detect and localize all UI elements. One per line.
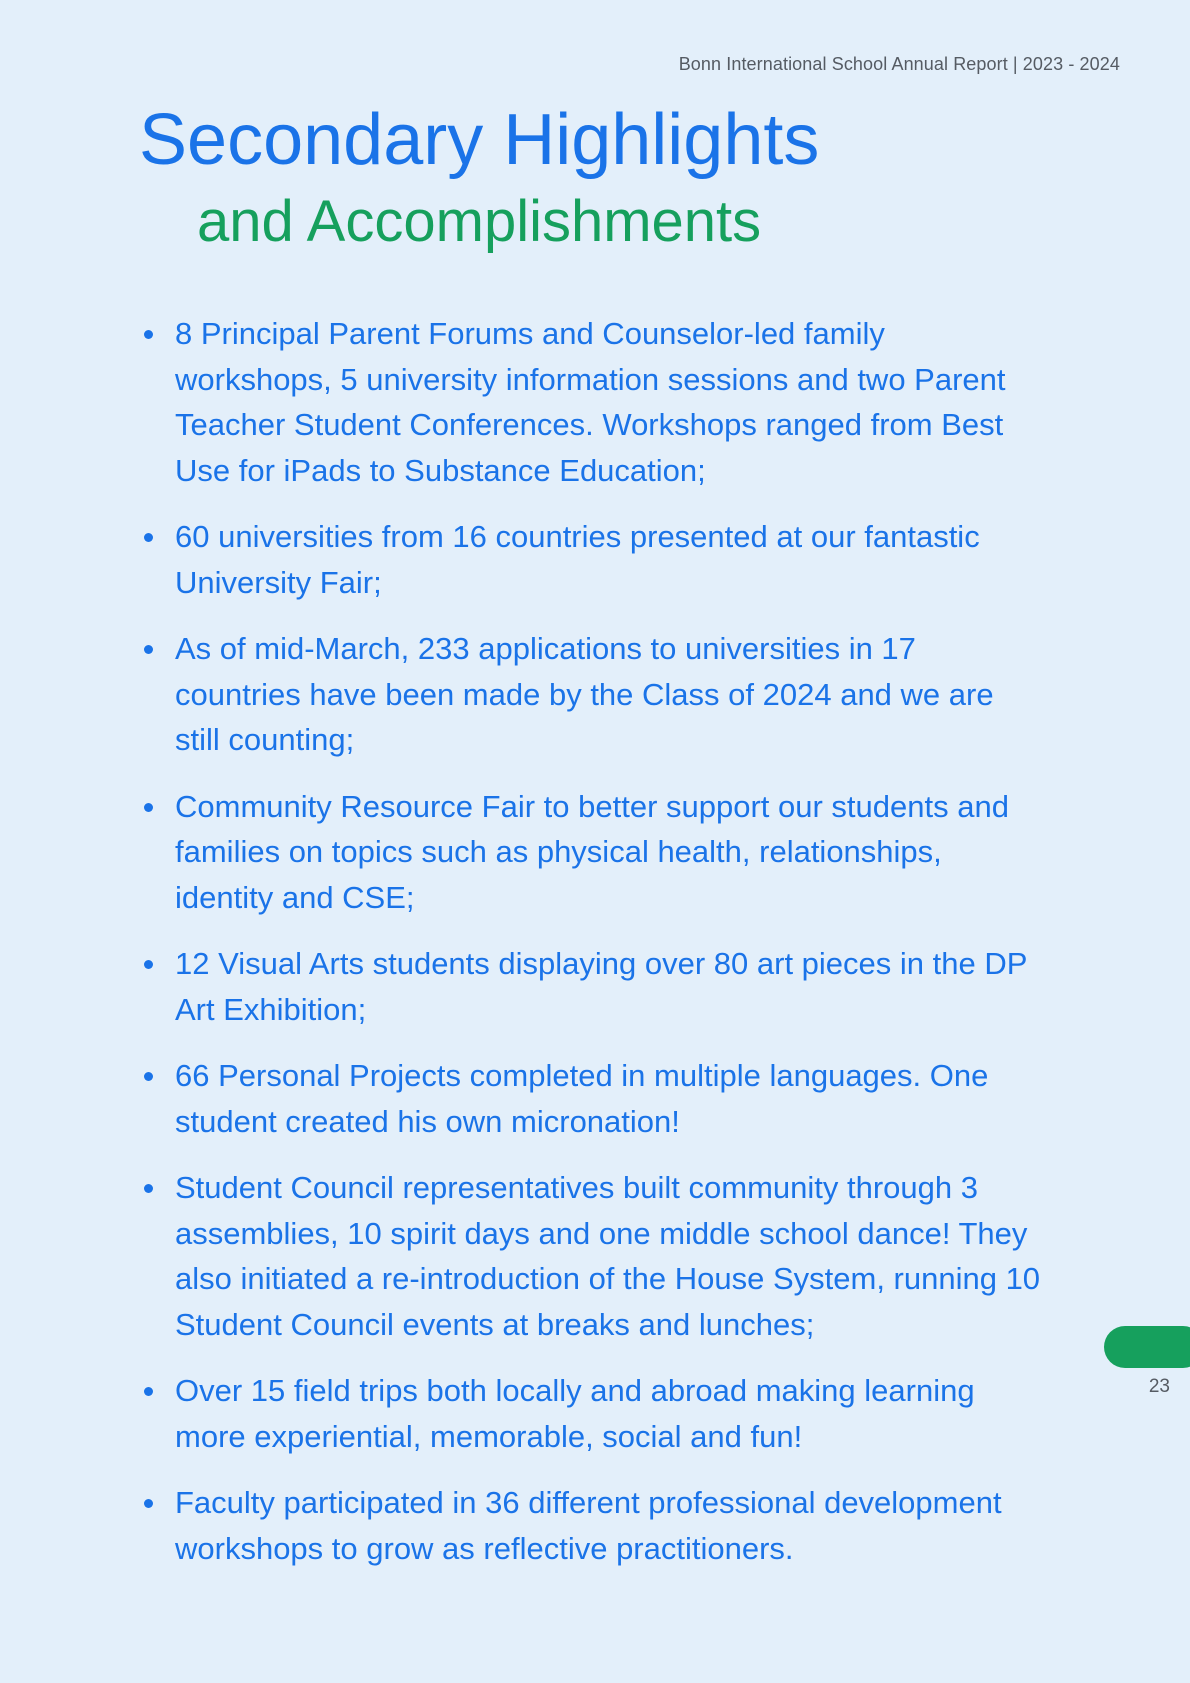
bullet-icon: [144, 1072, 153, 1081]
page-tab-marker: [1104, 1326, 1190, 1368]
highlight-text: As of mid-March, 233 applications to universities in 17 countries have been made by the Class of 2024 and we are still counting;: [175, 631, 994, 757]
highlight-item: [140, 941, 1045, 1032]
highlight-item: [140, 1053, 1045, 1144]
bullet-icon: [144, 960, 153, 969]
highlights-list: [140, 311, 1045, 1592]
highlight-item: [140, 626, 1045, 763]
bullet-icon: [144, 1387, 153, 1396]
highlight-text: 12 Visual Arts students displaying over 80 art pieces in the DP Art Exhibition;: [175, 946, 1027, 1027]
bullet-icon: [144, 1184, 153, 1193]
page-subtitle: and Accomplishments: [197, 189, 762, 254]
bullet-icon: [144, 533, 153, 542]
bullet-icon: [144, 645, 153, 654]
bullet-icon: [144, 1499, 153, 1508]
highlight-item: [140, 784, 1045, 921]
highlight-item: [140, 1165, 1045, 1347]
highlight-text: Student Council representatives built community through 3 assemblies, 10 spirit days and one middle school dance! They also initiated a re-introduction of the House System, running 10 Student Council events at breaks and lunches;: [175, 1170, 1041, 1342]
highlight-text: Over 15 field trips both locally and abroad making learning more experiential, memorable, social and fun!: [175, 1373, 975, 1454]
highlight-item: [140, 514, 1045, 605]
highlight-text: Faculty participated in 36 different professional development workshops to grow as reflective practitioners.: [175, 1485, 1002, 1566]
highlight-text: 8 Principal Parent Forums and Counselor-led family workshops, 5 university information sessions and two Parent Teacher Student Conferences. Workshops ranged from Best Use for iPads to Substance Education;: [175, 316, 1006, 488]
highlight-item: [140, 311, 1045, 493]
bullet-icon: [144, 330, 153, 339]
page-title: Secondary Highlights: [139, 100, 820, 180]
highlight-text: Community Resource Fair to better support our students and families on topics such as physical health, relationships, identity and CSE;: [175, 788, 1009, 915]
highlight-item: [140, 1480, 1045, 1571]
highlight-text: 60 universities from 16 countries presented at our fantastic University Fair;: [175, 519, 980, 600]
highlight-text: 66 Personal Projects completed in multiple languages. One student created his own micronation!: [175, 1058, 989, 1139]
highlight-item: [140, 1368, 1045, 1459]
report-header: Bonn International School Annual Report | 2023 - 2024: [678, 54, 1120, 74]
page-number: 23: [1148, 1376, 1170, 1397]
bullet-icon: [144, 803, 153, 812]
